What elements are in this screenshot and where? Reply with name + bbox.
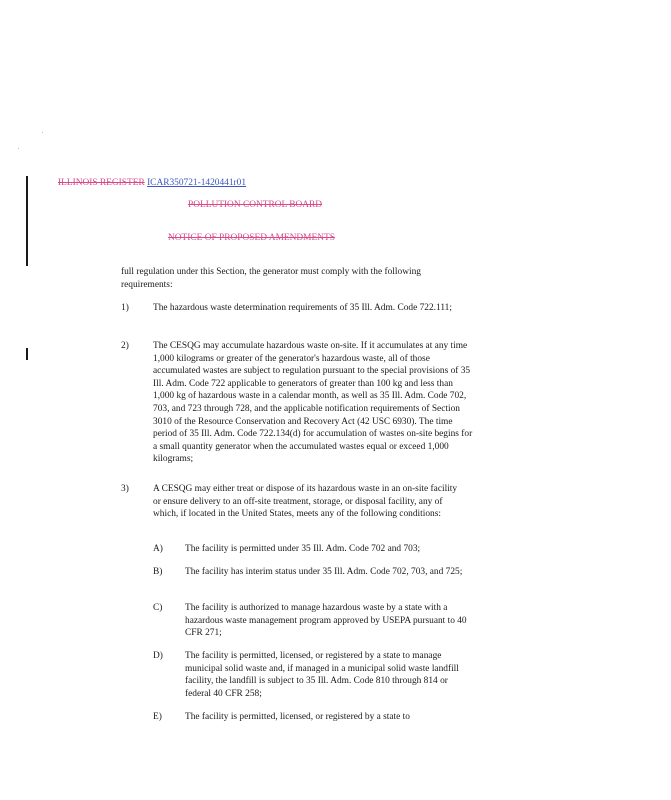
register-deleted-text: ILLINOIS REGISTER: [58, 178, 145, 188]
item-text: A CESQG may either treat or dispose of its hazardous waste in an on-site facility or ensure delivery to an off-site treatment, storage, or disposal facility, any of which, if located in the United States, meets any of the following conditions:: [153, 484, 458, 520]
subitem-letter: C): [153, 603, 163, 613]
scan-speck: [18, 148, 19, 149]
subitem-letter: A): [153, 544, 163, 554]
notice-heading: NOTICE OF PROPOSED AMENDMENTS: [168, 233, 335, 243]
subitem-letter: D): [153, 651, 163, 661]
item-text: The hazardous waste determination requirements of 35 Ill. Adm. Code 722.111;: [153, 303, 452, 313]
register-inserted-text: ICAR350721-1420441r01: [147, 178, 247, 188]
register-header: [58, 177, 246, 190]
subitem-letter: B): [153, 567, 163, 577]
subitem-text: The facility is permitted, licensed, or registered by a state to manage municipal solid waste and, if managed in a municipal solid waste landfill facility, the landfill is subject to 35 Ill. Adm. Code 810 through 814 or federal 40 CFR 258;: [185, 651, 459, 699]
board-heading: POLLUTION CONTROL BOARD: [188, 200, 323, 210]
item-number: 1): [121, 303, 129, 313]
intro-paragraph: full regulation under this Section, the generator must comply with the following requirements:: [121, 267, 421, 290]
change-bar: [26, 348, 28, 360]
scan-speck: [42, 132, 43, 133]
item-number: 3): [121, 484, 129, 494]
subitem-text: The facility is permitted under 35 Ill. Adm. Code 702 and 703;: [185, 544, 421, 554]
subitem-text: The facility is authorized to manage hazardous waste by a state with a hazardous waste management program approved by USEPA pursuant to 40 CFR 271;: [185, 603, 467, 639]
item-number: 2): [121, 341, 129, 351]
subitem-text: The facility has interim status under 35 Ill. Adm. Code 702, 703, and 725;: [185, 567, 463, 577]
item-text: The CESQG may accumulate hazardous waste on-site. If it accumulates at any time 1,000 kilograms or greater of the generator's hazardous waste, all of those accumulated wastes are subject to regulation pursuant to the special provisions of 35 Ill. Adm. Code 722 applicable to generators of greater than 100 kg and less than 1,000 kg of hazardous waste in a calendar month, as well as 35 Ill. Adm. Code 702, 703, and 723 through 728, and the applicable notification requirements of Section 3010 of the Resource Conservation and Recovery Act (42 USC 6930). The time period of 35 Ill. Adm. Code 722.134(d) for accumulation of wastes on-site begins for a small quantity generator when the accumulated wastes equal or exceed 1,000 kilograms;: [153, 341, 473, 465]
subitem-text: The facility is permitted, licensed, or registered by a state to: [185, 712, 410, 722]
change-bar: [26, 176, 28, 266]
subitem-letter: E): [153, 712, 162, 722]
